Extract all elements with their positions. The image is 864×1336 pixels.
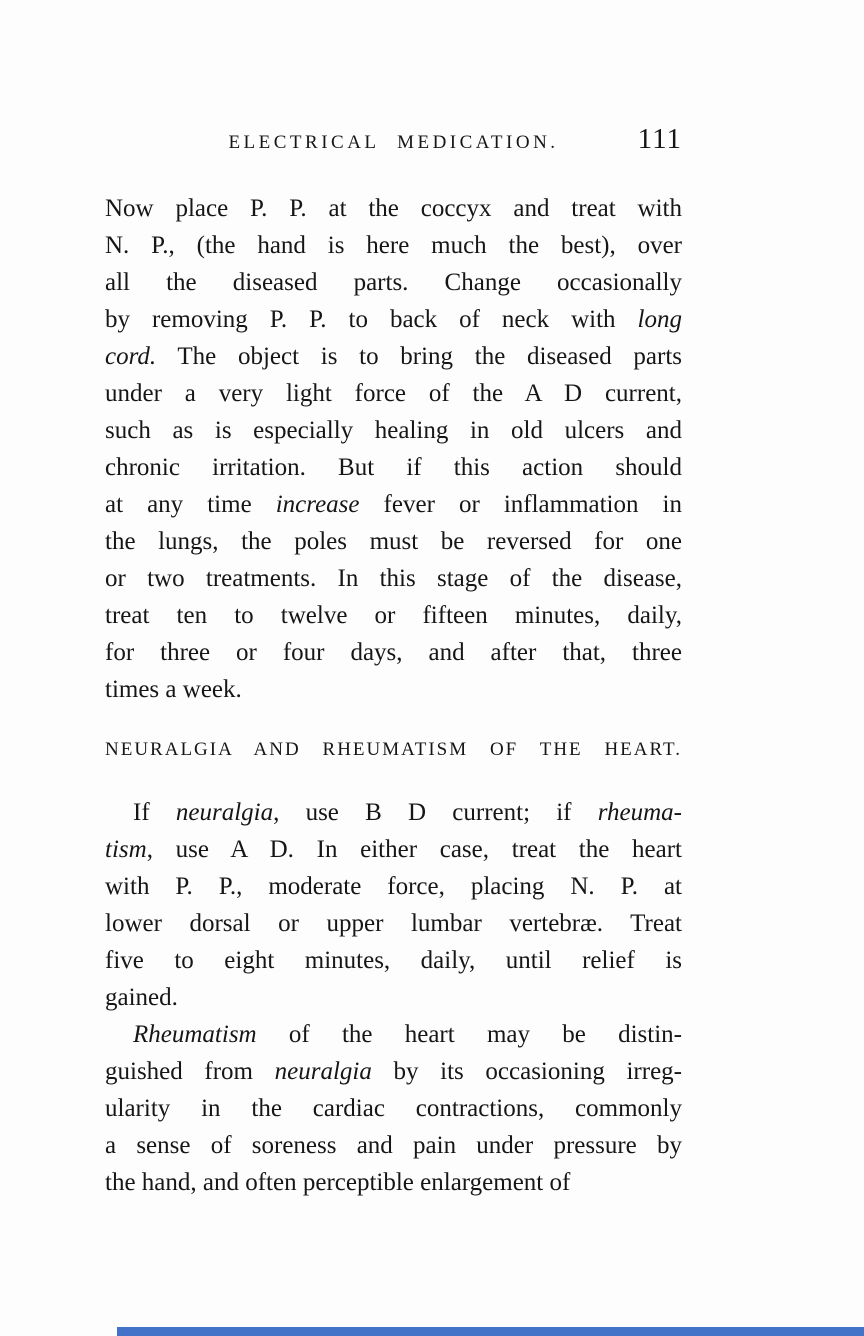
- text-line: the hand, and often perceptible enlargement of: [105, 1169, 571, 1196]
- text-line: the lungs, the poles must be reversed for one: [105, 528, 682, 555]
- text-line: treat ten to twelve or fifteen minutes, daily,: [105, 602, 682, 629]
- text-line: cord. The object is to bring the diseased parts: [105, 343, 682, 370]
- text-line: Now place P. P. at the coccyx and treat with: [105, 195, 682, 222]
- running-head: [105, 123, 682, 158]
- bottom-blue-bar: [117, 1327, 864, 1336]
- text-line: or two treatments. In this stage of the disease,: [105, 565, 682, 592]
- section-heading: NEURALGIA AND RHEUMATISM OF THE HEART.: [105, 739, 682, 760]
- text-line: guished from neuralgia by its occasioning irreg-: [105, 1058, 682, 1085]
- text-line: ularity in the cardiac contractions, commonly: [105, 1095, 682, 1122]
- text-line: with P. P., moderate force, placing N. P. at: [105, 873, 682, 900]
- text-line: for three or four days, and after that, three: [105, 639, 682, 666]
- text-line: by removing P. P. to back of neck with long: [105, 306, 682, 333]
- text-line: at any time increase fever or inflammation in: [105, 491, 683, 518]
- text-line: all the diseased parts. Change occasionally: [105, 269, 682, 296]
- running-head-title: ELECTRICAL MEDICATION.: [228, 132, 559, 153]
- text-line: such as is especially healing in old ulcers and: [105, 417, 682, 444]
- text-line: five to eight minutes, daily, until relief is: [105, 947, 682, 974]
- text-line: Rheumatism of the heart may be distin-: [133, 1021, 682, 1048]
- body-paragraph: [105, 190, 682, 708]
- page-number: 111: [637, 123, 682, 155]
- text-block: [105, 190, 682, 1201]
- text-line: a sense of soreness and pain under pressure by: [105, 1132, 682, 1159]
- text-line: under a very light force of the A D current,: [105, 380, 682, 407]
- text-line: lower dorsal or upper lumbar vertebræ. Treat: [105, 910, 682, 937]
- text-line: chronic irritation. But if this action should: [105, 454, 682, 481]
- text-line: times a week.: [105, 676, 242, 703]
- body-paragraph: [105, 1016, 682, 1201]
- body-paragraph: [105, 794, 682, 1016]
- text-line: tism, use A D. In either case, treat the heart: [105, 836, 682, 863]
- text-line: N. P., (the hand is here much the best), over: [105, 232, 682, 259]
- text-line: gained.: [105, 984, 178, 1011]
- text-line: If neuralgia, use B D current; if rheuma-: [133, 799, 682, 826]
